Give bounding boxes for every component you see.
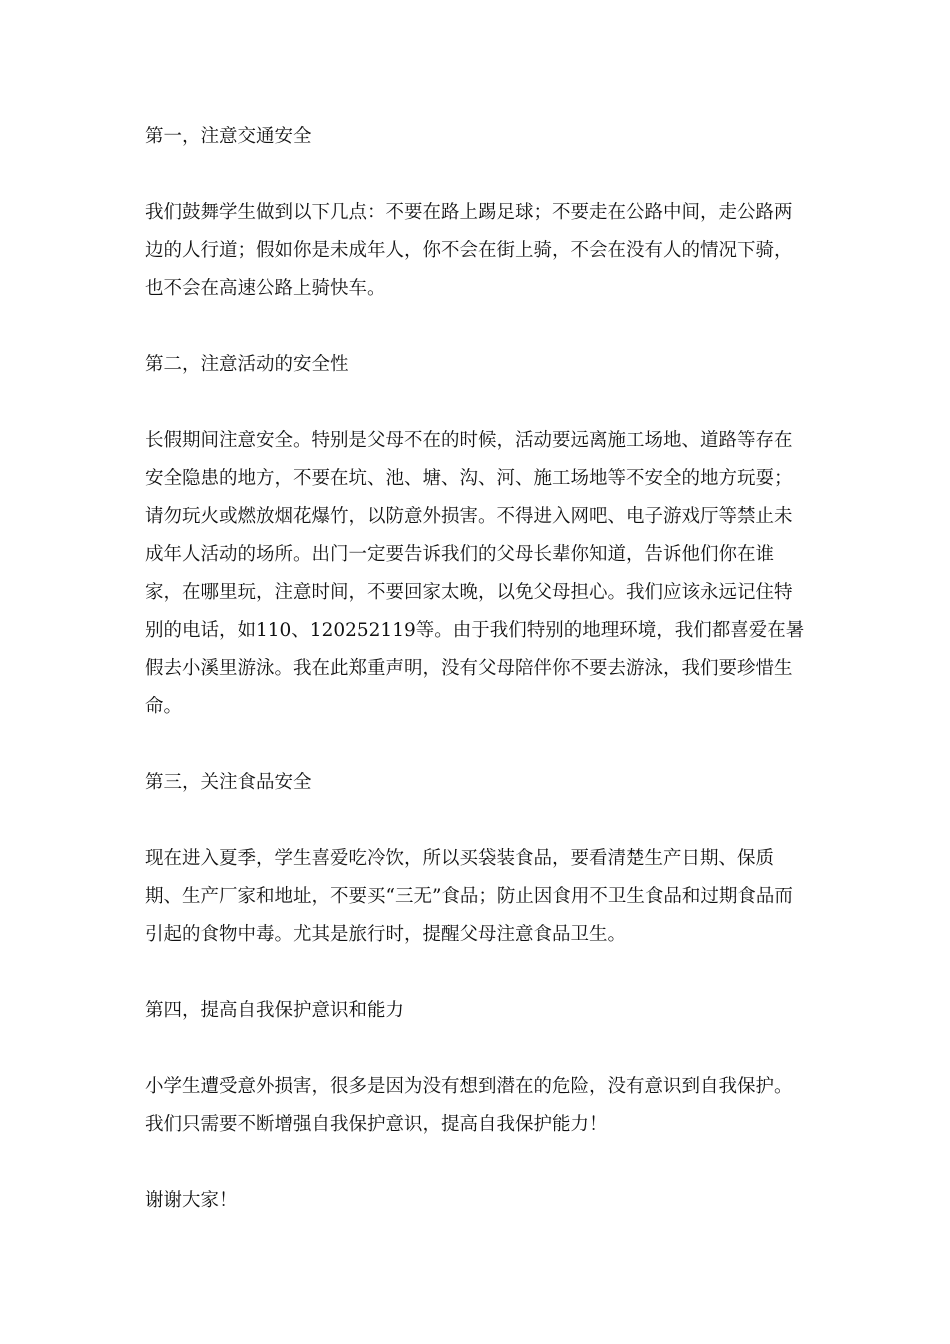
section-heading: 第三，关注食品安全 bbox=[145, 772, 312, 793]
section-paragraph: 小学生遭受意外损害，很多是因为没有想到潜在的危险，没有意识到自我保护。我们只需要不断增强自我保护意识，提高自我保护能力！ bbox=[145, 1076, 793, 1135]
section-heading: 第二，注意活动的安全性 bbox=[145, 354, 349, 375]
section-paragraph: 现在进入夏季，学生喜爱吃冷饮，所以买袋装食品，要看清楚生产日期、保质期、生产厂家和地址，不要买“三无”食品；防止因食用不卫生食品和过期食品而引起的食物中毒。尤其是旅行时，提醒父母注意食品卫生。 bbox=[145, 848, 793, 945]
closing-line: 谢谢大家！ bbox=[145, 1190, 238, 1211]
section-paragraph: 长假期间注意安全。特别是父母不在的时候，活动要远离施工场地、道路等存在安全隐患的地方，不要在坑、池、塘、沟、河、施工场地等不安全的地方玩耍；请勿玩火或燃放烟花爆竹，以防意外损害。不得进入网吧、电子游戏厅等禁止未成年人活动的场所。出门一定要告诉我们的父母长辈你知道，告诉他们你在谁家，在哪里玩，注意时间，不要回家太晚，以免父母担心。我们应该永远记住特别的电话，如110、120252119等。由于我们特别的地理环境，我们都喜爱在暑假去小溪里游泳。我在此郑重声明，没有父母陪伴你不要去游泳，我们要珍惜生命。 bbox=[145, 430, 805, 717]
section-paragraph: 我们鼓舞学生做到以下几点：不要在路上踢足球；不要走在公路中间，走公路两边的人行道；假如你是未成年人，你不会在街上骑，不会在没有人的情况下骑，也不会在高速公路上骑快车。 bbox=[145, 202, 793, 299]
section-heading: 第一，注意交通安全 bbox=[145, 126, 312, 147]
section-heading: 第四，提高自我保护意识和能力 bbox=[145, 1000, 405, 1021]
document-body bbox=[145, 118, 810, 1220]
